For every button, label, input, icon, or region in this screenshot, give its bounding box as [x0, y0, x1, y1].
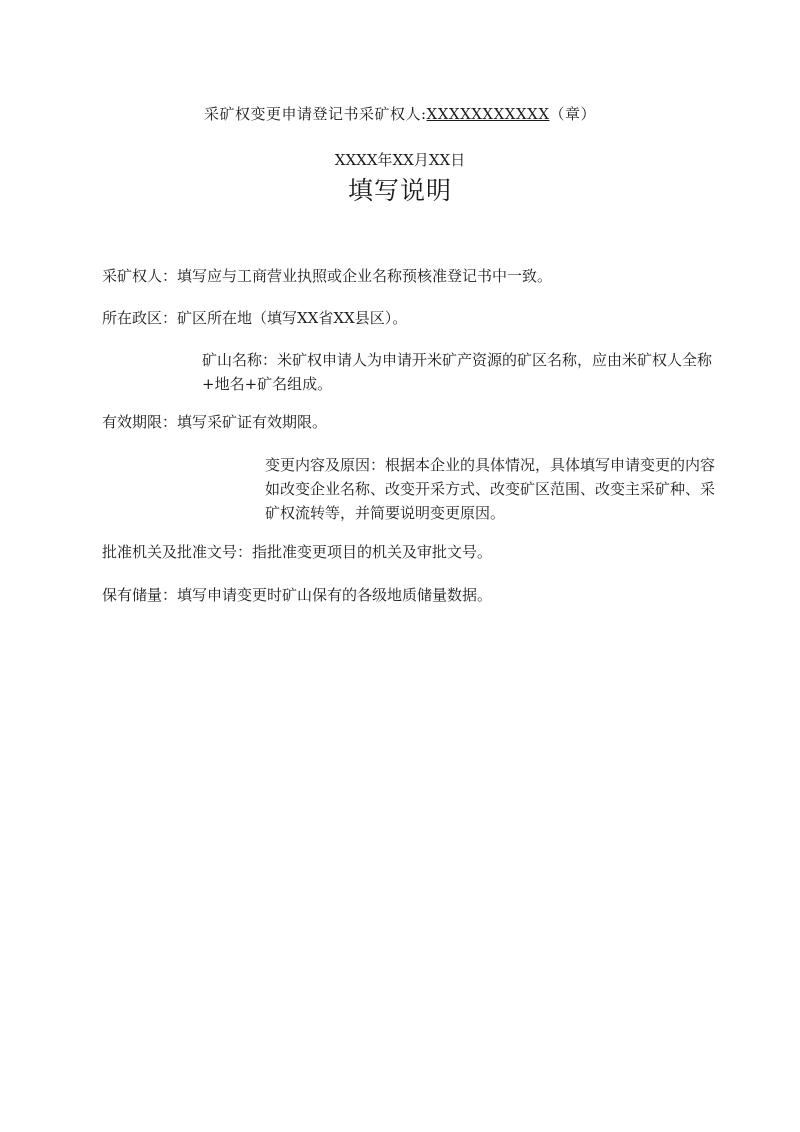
form-header-prefix: 采矿权变更申请登记书采矿权人:: [203, 105, 427, 123]
instruction-region: 所在政区：矿区所在地（填写XX省XX县区）。: [102, 309, 408, 327]
instruction-holder: 采矿权人：填写应与工商营业执照或企业名称预核准登记书中一致。: [102, 267, 553, 285]
seal-mark: （章）: [549, 105, 597, 123]
page-title: 填写说明: [347, 176, 452, 205]
form-date: XXXX年XX月XX日: [334, 151, 466, 169]
instruction-change-content: 变更内容及原因：根据本企业的具体情况，具体填写申请变更的内容如改变企业名称、改变开采方式、改变矿区范围、改变主采矿种、采矿权流转等，并简要说明变更原因。: [265, 456, 716, 522]
instruction-approval: 批准机关及批准文号：指批准变更项目的机关及审批文号。: [102, 543, 493, 561]
mining-right-holder: XXXXXXXXXXX: [426, 105, 550, 123]
instruction-validity: 有效期限：填写采矿证有效期限。: [102, 413, 328, 431]
form-header: [0, 103, 800, 124]
instruction-mine-name: 矿山名称：米矿权申请人为申请开米矿产资源的矿区名称，应由米矿权人全称+地名+矿名组成。: [202, 351, 713, 393]
instruction-reserves: 保有储量：填写申请变更时矿山保有的各级地质储量数据。: [102, 586, 493, 604]
